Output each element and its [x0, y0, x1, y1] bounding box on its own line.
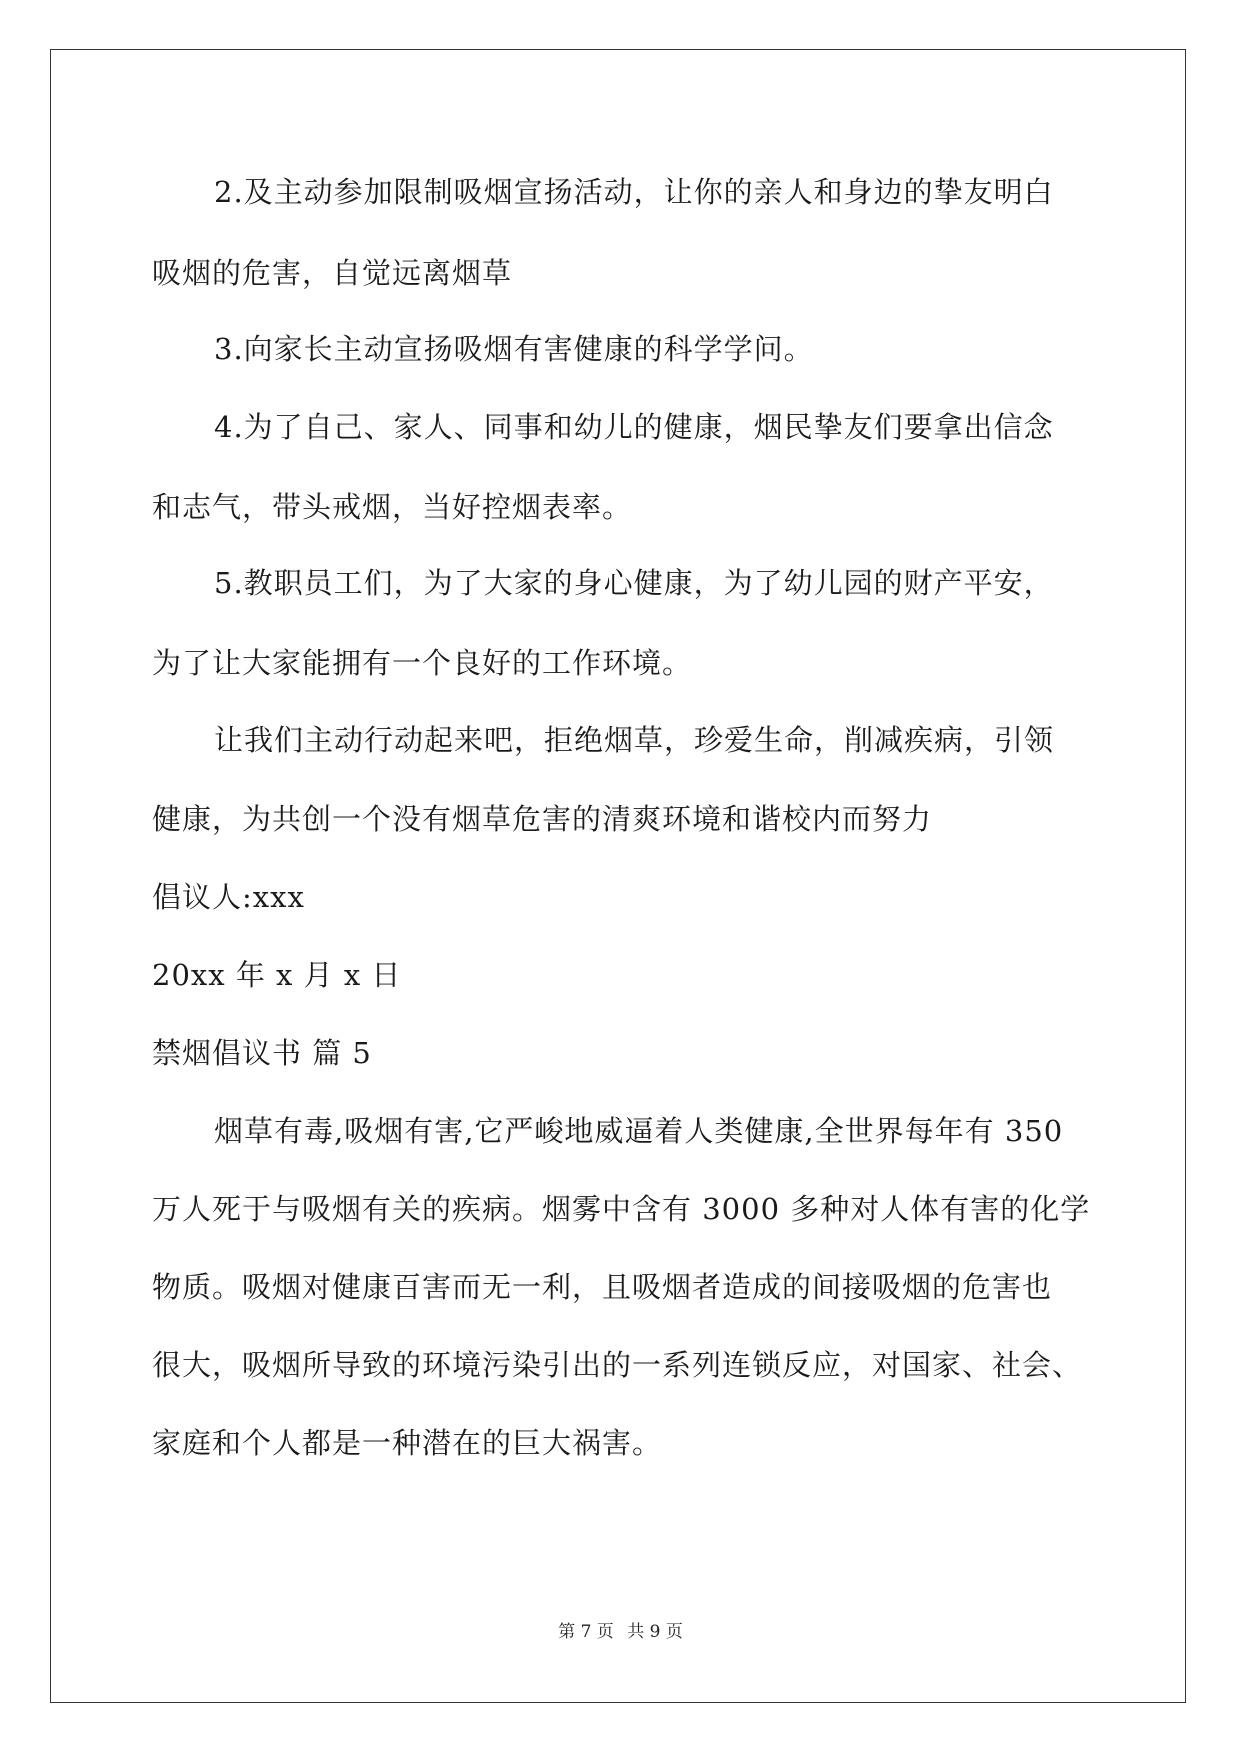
paragraph-line: 和志气，带头戒烟，当好控烟表率。	[152, 490, 633, 524]
date-line: 20xx 年 x 月 x 日	[152, 958, 402, 992]
paragraph-line: 万人死于与吸烟有关的疾病。烟雾中含有 3000 多种对人体有害的化学	[152, 1192, 1091, 1226]
paragraph-line: 烟草有毒,吸烟有害,它严峻地威逼着人类健康,全世界每年有 350	[214, 1114, 1064, 1148]
paragraph-line: 健康，为共创一个没有烟草危害的清爽环境和谐校内而努力	[152, 802, 933, 836]
section-heading: 禁烟倡议书 篇 5	[152, 1036, 372, 1070]
paragraph-line: 物质。吸烟对健康百害而无一利，且吸烟者造成的间接吸烟的危害也	[152, 1270, 1053, 1304]
paragraph-line: 3.向家长主动宣扬吸烟有害健康的科学学问。	[214, 332, 814, 366]
paragraph-line: 吸烟的危害，自觉远离烟草	[152, 256, 513, 290]
paragraph-line: 2.及主动参加限制吸烟宣扬活动，让你的亲人和身边的挚友明白	[214, 175, 1054, 209]
paragraph-line: 为了让大家能拥有一个良好的工作环境。	[152, 646, 693, 680]
paragraph-line: 很大，吸烟所导致的环境污染引出的一系列连锁反应，对国家、社会、	[152, 1348, 1083, 1382]
signature-line: 倡议人:xxx	[152, 880, 305, 914]
page-number-total: 共 9 页	[627, 1622, 683, 1642]
page-number-current: 第 7 页	[558, 1622, 614, 1642]
paragraph-line: 让我们主动行动起来吧，拒绝烟草，珍爱生命，削减疾病，引领	[214, 723, 1055, 757]
paragraph-line: 4.为了自己、家人、同事和幼儿的健康，烟民挚友们要拿出信念	[214, 410, 1054, 444]
paragraph-line: 家庭和个人都是一种潜在的巨大祸害。	[152, 1426, 663, 1460]
paragraph-line: 5.教职员工们，为了大家的身心健康，为了幼儿园的财产平安，	[214, 566, 1054, 600]
page-footer	[0, 1617, 1241, 1642]
